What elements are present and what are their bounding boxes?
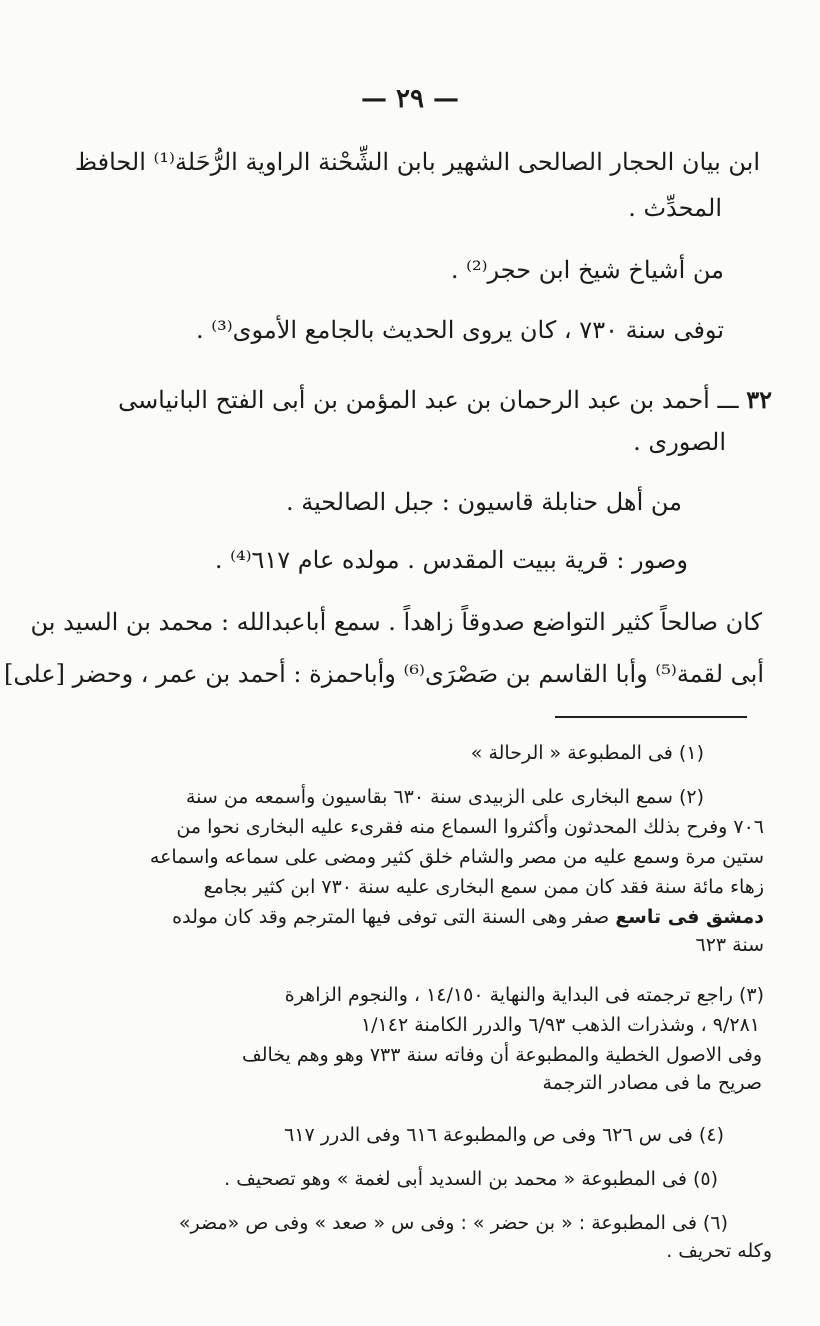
main-line-7: من أهل حنابلة قاسيون : جبل الصالحية . — [285, 488, 682, 516]
entry-dash: ـــ — [717, 386, 739, 414]
main-line-6: الصورى . — [633, 428, 726, 456]
footnote-2-line-2: ٧٠٦ وفرح بذلك المحدثون وأكثروا السماع منه فقرىء عليه البخارى نحوا من — [176, 816, 764, 838]
footnote-6-line-2: وكله تحريف . — [666, 1240, 772, 1262]
entry-name: أحمد بن عبد الرحمان بن عبد المؤمن بن أبى الفتح البانياسى — [118, 386, 710, 414]
footnote-2-line-5 — [172, 906, 764, 929]
footnote-2-line-4: زهاء مائة سنة فقد كان ممن سمع البخارى عليه سنة ٧٣٠ ابن كثير بجامع — [203, 876, 764, 898]
footnote-1: (١) فى المطبوعة « الرحالة » — [470, 742, 704, 764]
main-line-8: وصور : قرية ببيت المقدس . مولده عام ٦١٧⁽⁴⁾ . — [214, 546, 688, 574]
main-line-1: ابن بيان الحجار الصالحى الشهير بابن الشِّحْنة الراوية الرُّحَلة⁽¹⁾ الحافظ — [74, 148, 760, 176]
footnote-2-line-3: ستين مرة وسمع عليه من مصر والشام خلق كثير ومضى على سماعه واسماعه — [149, 846, 764, 868]
main-line-4: توفى سنة ٧٣٠ ، كان يروى الحديث بالجامع الأموى⁽³⁾ . — [195, 316, 724, 344]
entry-number: ٣٢ — [746, 385, 772, 414]
footnote-3-line-3: وفى الاصول الخطية والمطبوعة أن وفاته سنة ٧٣٣ وهو وهم يخالف — [242, 1044, 762, 1066]
entry-heading-line — [118, 386, 772, 415]
footnote-2-line-6: سنة ٦٢٣ — [695, 934, 764, 956]
main-line-10: أبى لقمة⁽⁵⁾ وأبا القاسم بن صَصْرَى⁽⁶⁾ وأباحمزة : أحمد بن عمر ، وحضر [على] — [4, 660, 764, 688]
footnote-3-line-4: صريح ما فى مصادر الترجمة — [542, 1072, 762, 1094]
main-line-2: المحدِّث . — [628, 194, 722, 222]
footnote-5: (٥) فى المطبوعة « محمد بن السديد أبى لغمة » وهو تصحيف . — [224, 1168, 718, 1190]
footnote-3-line-1: (٣) راجع ترجمته فى البداية والنهاية ١٤/١٥٠ ، والنجوم الزاهرة — [284, 984, 764, 1006]
footnote-separator — [555, 716, 747, 718]
footnote-6-line-1: (٦) فى المطبوعة : « بن حضر » : وفى س « صعد » وفى ص «مضر» — [178, 1212, 728, 1234]
page-number: — ٢٩ — — [360, 84, 460, 114]
footnote-3-line-2: ٩/٢٨١ ، وشذرات الذهب ٦/٩٣ والدرر الكامنة ١/١٤٢ — [360, 1014, 760, 1036]
main-line-3: من أشياخ شيخ ابن حجر⁽²⁾ . — [450, 256, 724, 284]
footnote-2-emphasis: دمشق فى تاسع — [615, 906, 764, 928]
main-line-9: كان صالحاً كثير التواضع صدوقاً زاهداً . سمع أباعبدالله : محمد بن السيد بن — [30, 608, 762, 636]
footnote-2-line-5-rest: صفر وهى السنة التى توفى فيها المترجم وقد كان مولده — [172, 906, 610, 928]
footnote-4: (٤) فى س ٦٢٦ وفى ص والمطبوعة ٦١٦ وفى الدرر ٦١٧ — [284, 1124, 724, 1146]
footnote-2-line-1: (٢) سمع البخارى على الزبيدى سنة ٦٣٠ بقاسيون وأسمعه من سنة — [185, 786, 704, 808]
